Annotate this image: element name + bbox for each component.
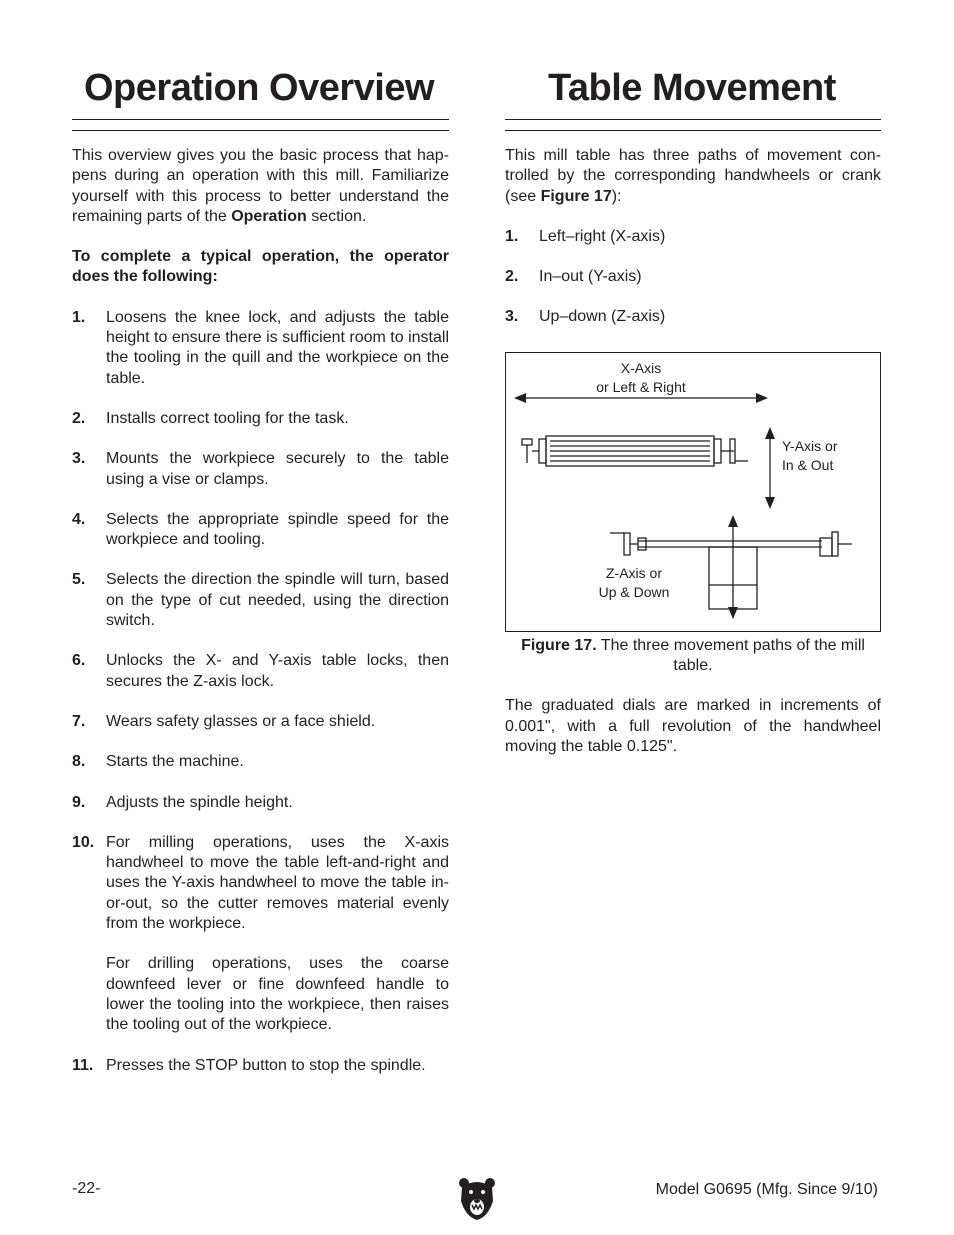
y-axis-label: Y-Axis or In & Out [782,437,838,473]
list-item: 9. Adjusts the spindle height. [72,793,293,811]
overview-intro: This overview gives you the basic process that happens during an operation with this mill. Familiarize yourself with this process to better understand the remaining parts of the Operation section. [72,147,449,225]
operator-lead: To complete a typical operation, the operator does the following: [72,248,449,286]
list-item: 3. Up–down (Z-axis) [505,308,666,326]
drilling-text: For drilling operations, uses the coarse downfeed lever or fine downfeed handle to lower the tooling into the workpiece, then raises the tooling out of the workpiece. [106,955,449,1034]
list-item: 4. Selects the appropriate spindle speed for the workpiece and tooling. [72,510,449,549]
page-number: -22- [72,1180,101,1197]
list-item: 8. Starts the machine. [72,753,244,771]
list-item: 2. Installs correct tooling for the task. [72,409,349,427]
list-item: 3. Mounts the workpiece securely to the table using a vise or clamps. [72,450,449,488]
list-item: 6. Unlocks the X- and Y-axis table locks, then secures the Z-axis lock. [72,652,449,690]
heading-rule-bottom [72,130,449,131]
mill-table-top-view [522,436,748,466]
figure-17-diagram [505,352,881,632]
grizzly-bear-logo-icon [458,1177,496,1226]
list-item: 7. Wears safety glasses or a face shield. [72,712,376,730]
table-movement-heading: Table Movement [548,67,836,109]
figure-caption: Figure 17. The three movement paths of the mill table. [521,636,865,675]
list-item: 1. Left–right (X-axis) [505,227,666,245]
model-info: Model G0695 (Mfg. Since 9/10) [655,1181,878,1198]
list-item: 1. Loosens the knee lock, and adjusts the table height to ensure there is sufficient room to install the tooling in the quill and the workpiece on the table. [72,308,449,387]
y-axis-arrow [765,427,775,509]
table-movement-intro: This mill table has three paths of movement controlled by the corresponding handwheels or crank (see Figure 17): [505,147,881,205]
heading-rule-top [72,119,449,120]
z-axis-arrow [728,515,738,619]
list-item: 5. Selects the direction the spindle will turn, based on the type of cut needed, using the direction switch. [72,571,449,630]
heading-rule-top [505,119,881,120]
list-item: 2. In–out (Y-axis) [505,268,642,286]
heading-rule-bottom [505,130,881,131]
z-axis-label: Z-Axis or Up & Down [598,564,670,600]
milling-text: For milling operations, uses the X-axis handwheel to move the table left-and-right and uses the Y-axis handwheel to move the table in-or-out, so the cutter removes material evenly from the workpiece. [106,833,449,933]
list-item: 10. For milling operations, uses the X-axis handwheel to move the table left-and-right and uses the Y-axis handwheel to move the table in-or-out, so the cutter removes material evenly from the workpiece. For drilling operations, uses the coarse downfeed lever or fine downfeed handle to lower the tooling into the workpiece, then raises the tooling out of the workpiece. [72,833,449,1036]
operation-overview-heading: Operation Overview [84,67,435,109]
operation-overview-section [72,64,449,1076]
table-movement-section [505,64,881,757]
graduated-dials-text: The graduated dials are marked in increments of 0.001", with a full revolution of the handwheel moving the table 0.125". [505,697,881,755]
list-item: 11. Presses the STOP button to stop the spindle. [72,1056,426,1074]
x-axis-label: X-Axis or Left & Right [596,359,686,395]
